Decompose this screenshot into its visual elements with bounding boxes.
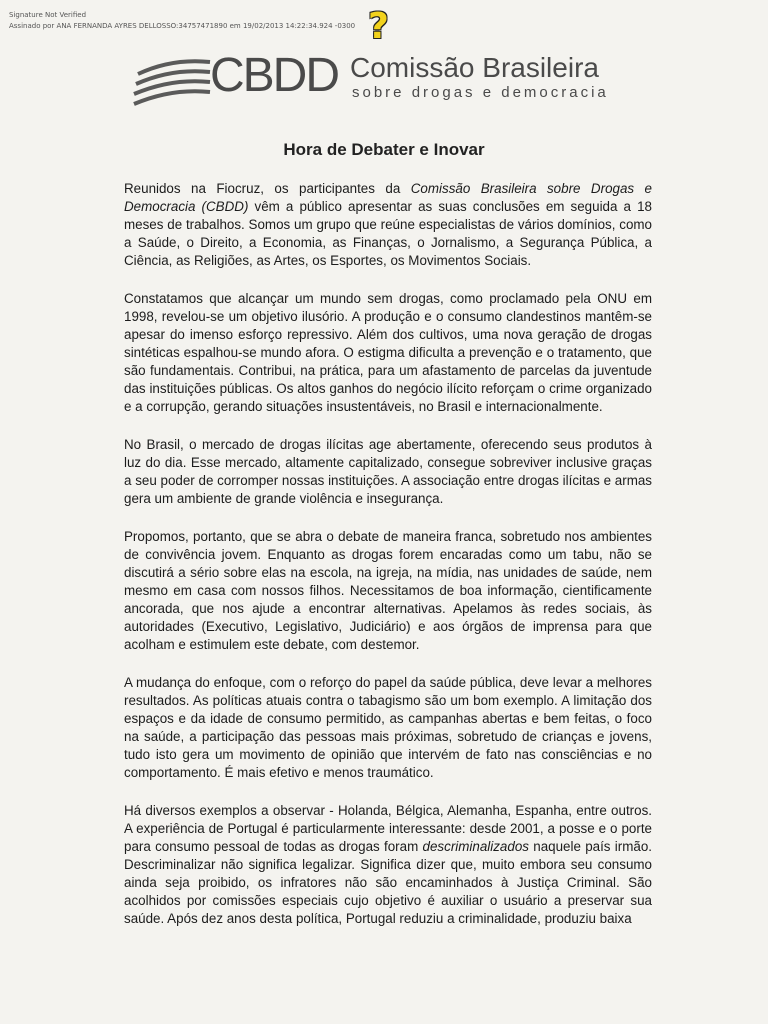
signature-details: Assinado por ANA FERNANDA AYRES DELLOSSO:34757471890 em 19/02/2013 14:22:34.924 -0300 xyxy=(9,22,356,30)
paragraph-6 xyxy=(124,802,652,928)
paragraph-1 xyxy=(124,180,652,270)
logo-name: Comissão Brasileira xyxy=(350,52,599,83)
document-title: Hora de Debater e Inovar xyxy=(283,140,485,159)
cbdd-logo xyxy=(132,50,632,110)
paragraph-3: No Brasil, o mercado de drogas ilícitas age abertamente, oferecendo seus produtos à luz do dia. Esse mercado, altamente capitalizado, consegue sobreviver inclusive graças a seu poder de corromper nossas instituições. A associação entre drogas ilícitas e armas gera um ambiente de grande violência e insegurança. xyxy=(124,437,652,506)
paragraph-6-emphasis: descriminalizados xyxy=(422,839,529,854)
paragraph-6-text-a: Há diversos exemplos a observar - Holanda, Bélgica, Alemanha, Espanha, entre outros. A experiência de Portugal é particularmente interessante: desde 2001, a posse e o porte para consumo pessoal de todas as drogas foram xyxy=(124,803,652,854)
paragraph-6-text-b: naquele país irmão. Descriminalizar não significa legalizar. Significa dizer que, muito embora seu consumo ainda seja proibido, os infratores não são encaminhados à Justiça Criminal. São acolhidos por comissões especiais cujo objetivo é auxiliar o usuário a preservar sua saúde. Após dez anos desta política, Portugal reduziu a criminalidade, produziu baixa xyxy=(124,839,652,926)
document-body xyxy=(124,180,652,948)
question-mark-icon[interactable]: ? xyxy=(368,6,389,47)
logo-abbreviation: CBDD xyxy=(210,49,339,102)
signature-status: Signature Not Verified xyxy=(9,11,87,19)
paragraph-2: Constatamos que alcançar um mundo sem drogas, como proclamado pela ONU em 1998, revelou-se um objetivo ilusório. A produção e o consumo clandestinos mantêm-se apesar do imenso esforço repressivo. Além dos cultivos, uma nova geração de drogas sintéticas espalhou-se mundo afora. O estigma dificulta a prevenção e o tratamento, que são fundamentais. Contribui, na prática, para um afastamento de parcelas da juventude das instituições públicas. Os altos ganhos do negócio ilícito reforçam o crime organizado e a corrupção, gerando situações insustentáveis, no Brasil e internacionalmente. xyxy=(124,291,652,414)
paragraph-1-text-a: Reunidos na Fiocruz, os participantes da xyxy=(124,181,411,196)
paragraph-1-commission-name: Comissão Brasileira sobre Drogas e Democracia (CBDD) xyxy=(124,181,652,214)
paragraph-4: Propomos, portanto, que se abra o debate de maneira franca, sobretudo nos ambientes de convivência jovem. Enquanto as drogas forem encaradas como um tabu, não se discutirá a sério sobre elas na escola, na igreja, na mídia, nas unidades de saúde, nem mesmo em casa com nossos filhos. Necessitamos de boa informação, cientificamente ancorada, que nos ajude a encontrar alternativas. Apelamos às redes sociais, às autoridades (Executivo, Legislativo, Judiciário) e aos órgãos de imprensa para que acolham e estimulem este debate, com destemor. xyxy=(124,529,652,652)
logo-swoosh-icon xyxy=(132,54,212,106)
logo-tagline: sobre drogas e democracia xyxy=(352,84,609,101)
paragraph-1-text-b: vêm a público apresentar as suas conclusões em seguida a 18 meses de trabalhos. Somos um grupo que reúne especialistas de vários domínios, como a Saúde, o Direito, a Economia, as Finanças, o Jornalismo, a Segurança Pública, a Ciência, as Religiões, as Artes, os Esportes, os Movimentos Sociais. xyxy=(124,199,652,268)
paragraph-5: A mudança do enfoque, com o reforço do papel da saúde pública, deve levar a melhores resultados. As políticas atuais contra o tabagismo são um bom exemplo. A limitação dos espaços e da idade de consumo permitido, as campanhas abertas e bem feitas, o foco na saúde, a participação das pessoas mais próximas, sobretudo de crianças e jovens, tudo isto gera um movimento de opinião que intervém de fato nas consciências e no comportamento. É mais efetivo e menos traumático. xyxy=(124,675,652,780)
signature-block xyxy=(9,10,355,32)
